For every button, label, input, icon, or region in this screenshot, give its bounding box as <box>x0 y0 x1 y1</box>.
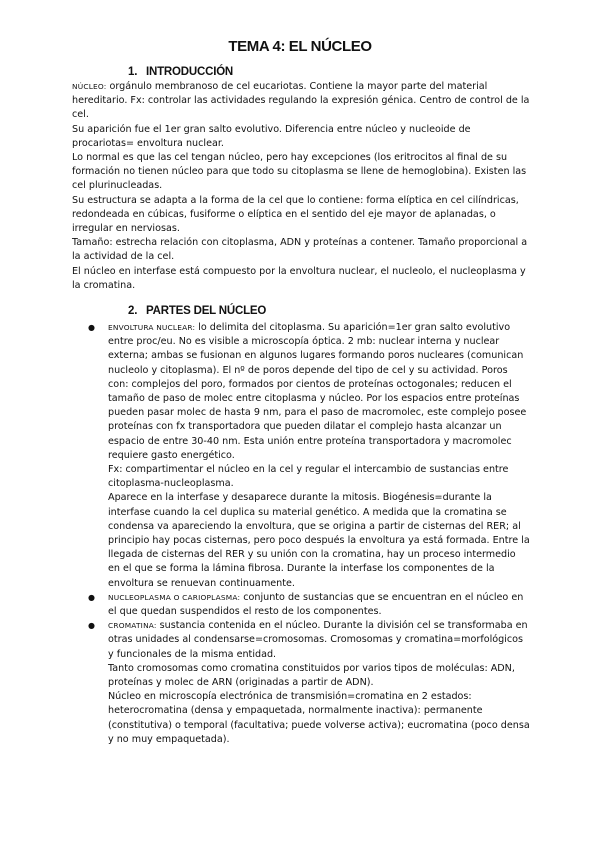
paragraph: Lo normal es que las cel tengan núcleo, pero hay excepciones (los eritrocitos al final de su formación no tienen núcleo para que todo su citoplasma se llene de hemoglobina). Existen las cel plurinucleadas. <box>72 152 527 192</box>
list-item <box>88 321 530 591</box>
paragraph: El núcleo en interfase está compuesto por la envoltura nuclear, el nucleolo, el nucleoplasma y la cromatina. <box>72 265 526 291</box>
paragraph: Su aparición fue el 1er gran salto evolutivo. Diferencia entre núcleo y nucleoide de procariotas= envoltura nuclear. <box>72 123 471 149</box>
paragraph <box>72 80 532 123</box>
bullet-icon: ● <box>88 592 95 602</box>
term-label: CROMATINA: <box>108 621 157 631</box>
section-heading-partes <box>128 304 266 318</box>
term-label: ENVOLTURA NUCLEAR: <box>108 323 196 332</box>
paragraph: Su estructura se adapta a la forma de la cel que lo contiene: forma elíptica en cel cilíndricas, redondeada en cúbicas, fusiforme o elíptica en el sentido del eje mayor de aplanadas, o irregular en nerviosas. <box>72 194 519 235</box>
term-label: NUCLEOPLASMA O CARIOPLASMA: <box>108 592 241 602</box>
paragraph-text: orgánulo membranoso de cel eucariotas. Contiene la mayor parte del material hereditario. Fx: controlar las actividades regulando la expresión génica. Centro de control de la cel. <box>72 81 530 121</box>
bullet-list <box>88 321 530 747</box>
paragraph: Tamaño: estrecha relación con citoplasma, ADN y proteínas a contener. Tamaño proporcional a la actividad de la cel. <box>72 237 528 263</box>
bullet-icon: ● <box>88 621 95 631</box>
paragraph: Tanto cromosomas como cromatina constituidos por varios tipos de moléculas: ADN, proteínas y molec de ARN (originadas a partir de ADN). <box>108 662 515 689</box>
page-title: TEMA 4: EL NÚCLEO <box>228 38 372 55</box>
paragraph: Núcleo en microscopía electrónica de transmisión=cromatina en 2 estados: heterocromatina (densa y empaquetada, normalmente inactiva): permanente (constitutiva) o temporal (facultativa; puede volverse activa); eucromatina (poco densa y no muy empaquetada). <box>108 691 530 745</box>
bullet-icon: ● <box>88 323 95 332</box>
section-number: 2. <box>128 305 138 317</box>
list-item <box>88 619 530 747</box>
paragraph: Fx: compartimentar el núcleo en la cel y regular el intercambio de sustancias entre citoplasma-nucleoplasma. <box>108 464 509 490</box>
paragraph-text: sustancia contenida en el núcleo. Durante la división cel se transformaba en otras unidades al condensarse=cromosomas. Cromosomas y cromatina=morfológicos y funcionales de la misma entidad. <box>108 620 528 660</box>
paragraph <box>108 591 530 619</box>
paragraph <box>108 321 530 463</box>
section-heading-text: PARTES DEL NÚCLEO <box>146 305 267 317</box>
paragraph: Aparece en la interfase y desaparece durante la mitosis. Biogénesis=durante la interfase cuando la cel duplica su material genético. A medida que la cromatina se condensa va apareciendo la envoltura, que se origina a partir de cisternas del RER; al principio hay pocas cisternas, pero poco después la envoltura ya está formada. Entre la llegada de cisternas del RER y su unión con la cromatina, hay un proceso intermedio en el que se forma la lámina fibrosa. Durante la interfase los componentes de la envoltura se renuevan continuamente. <box>108 492 530 589</box>
section-heading-text: INTRODUCCIÓN <box>146 66 234 78</box>
paragraph-text: conjunto de sustancias que se encuentran en el núcleo en el que quedan suspendidos el resto de los componentes. <box>108 591 524 618</box>
section-heading-introduccion <box>128 65 233 79</box>
paragraph <box>108 619 530 662</box>
intro-section <box>72 80 532 293</box>
section-number: 1. <box>128 66 138 78</box>
list-item <box>88 591 530 619</box>
paragraph-text: lo delimita del citoplasma. Su aparición=1er gran salto evolutivo entre proc/eu. No es visible a microscopía óptica. 2 mb: nuclear interna y nuclear externa; ambas se fusionan en algunos lugares formando poros nucleares (comunican nucleolo y citoplasma). El nº de poros depende del tipo de cel y su actividad. Poros con: complejos del poro, formados por cientos de proteínas octogonales; reducen el tamaño de paso de molec entre citoplasma y núcleo. Por los espacios entre proteínas pueden pasar molec de hasta 9 nm, para el paso de macromolec, este complejo posee proteínas con fx transportadora que pueden dilatar el complejo hasta alcanzar un espacio de entre 30-40 nm. Esta unión entre proteína transportadora y macromolec requiere gasto energético. <box>108 322 527 461</box>
term-label: NÚCLEO: <box>72 82 107 91</box>
